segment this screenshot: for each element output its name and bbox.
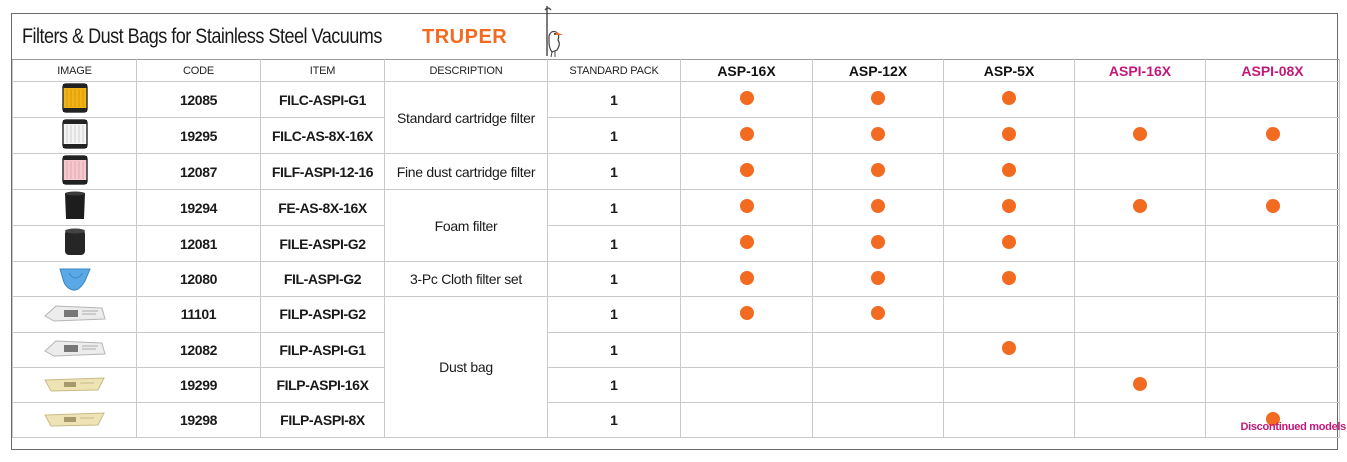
compat-cell bbox=[1206, 332, 1340, 367]
compatible-dot-icon bbox=[740, 127, 754, 141]
compat-cell bbox=[1206, 367, 1340, 402]
compat-cell bbox=[681, 190, 813, 226]
col-model-aspi-08x: ASPI-08X bbox=[1206, 60, 1340, 82]
compat-cell bbox=[1206, 190, 1340, 226]
product-item: FILP-ASPI-G2 bbox=[261, 297, 385, 332]
pelican-logo-icon bbox=[539, 4, 565, 60]
white-bag-image bbox=[42, 337, 108, 362]
product-item: FIL-ASPI-G2 bbox=[261, 262, 385, 297]
compat-cell bbox=[681, 82, 813, 118]
compat-cell bbox=[681, 154, 813, 190]
compat-cell bbox=[681, 226, 813, 262]
product-code: 19298 bbox=[137, 403, 261, 438]
product-image-cell bbox=[13, 118, 137, 154]
compat-cell bbox=[944, 190, 1075, 226]
compat-cell bbox=[1075, 82, 1206, 118]
compatible-dot-icon bbox=[740, 271, 754, 285]
catalog-panel bbox=[11, 13, 1338, 450]
black-foam-tall-image bbox=[60, 190, 90, 225]
compatible-dot-icon bbox=[871, 127, 885, 141]
header-row bbox=[13, 60, 1340, 82]
compat-cell bbox=[944, 82, 1075, 118]
discontinued-models-note: Discontinued models bbox=[1240, 421, 1346, 433]
product-code: 12082 bbox=[137, 332, 261, 367]
compatible-dot-icon bbox=[871, 306, 885, 320]
standard-pack: 1 bbox=[548, 118, 681, 154]
compat-cell bbox=[681, 297, 813, 332]
compatible-dot-icon bbox=[740, 199, 754, 213]
standard-pack: 1 bbox=[548, 367, 681, 402]
compatible-dot-icon bbox=[871, 163, 885, 177]
table-row bbox=[13, 226, 1340, 262]
product-code: 12087 bbox=[137, 154, 261, 190]
compat-cell bbox=[944, 332, 1075, 367]
beige-bag-image bbox=[42, 373, 108, 398]
compatible-dot-icon bbox=[1002, 235, 1016, 249]
col-model-asp-5x: ASP-5X bbox=[944, 60, 1075, 82]
product-code: 12080 bbox=[137, 262, 261, 297]
compatible-dot-icon bbox=[871, 235, 885, 249]
product-item: FILC-ASPI-G1 bbox=[261, 82, 385, 118]
product-item: FE-AS-8X-16X bbox=[261, 190, 385, 226]
col-image-header: IMAGE bbox=[13, 60, 137, 82]
standard-pack: 1 bbox=[548, 190, 681, 226]
compat-cell bbox=[1075, 118, 1206, 154]
standard-pack: 1 bbox=[548, 154, 681, 190]
compat-cell bbox=[813, 190, 944, 226]
compat-cell bbox=[944, 297, 1075, 332]
product-image-cell bbox=[13, 82, 137, 118]
compat-cell bbox=[944, 118, 1075, 154]
compatible-dot-icon bbox=[1002, 271, 1016, 285]
product-image-cell bbox=[13, 154, 137, 190]
black-foam-short-image bbox=[60, 226, 90, 261]
product-code: 19299 bbox=[137, 367, 261, 402]
table-row bbox=[13, 403, 1340, 438]
compat-cell bbox=[1206, 154, 1340, 190]
product-image-cell bbox=[13, 190, 137, 226]
product-item: FILC-AS-8X-16X bbox=[261, 118, 385, 154]
product-description: Fine dust cartridge filter bbox=[385, 154, 548, 190]
col-code-header: CODE bbox=[137, 60, 261, 82]
compat-cell bbox=[1075, 332, 1206, 367]
pink-cartridge-image bbox=[60, 154, 90, 189]
compatible-dot-icon bbox=[740, 91, 754, 105]
compat-cell bbox=[1075, 154, 1206, 190]
compatible-dot-icon bbox=[1266, 199, 1280, 213]
compatible-dot-icon bbox=[740, 235, 754, 249]
product-image-cell bbox=[13, 262, 137, 297]
col-pack-header: STANDARD PACK bbox=[548, 60, 681, 82]
compat-cell bbox=[813, 226, 944, 262]
compat-cell bbox=[681, 403, 813, 438]
compatible-dot-icon bbox=[871, 199, 885, 213]
standard-pack: 1 bbox=[548, 332, 681, 367]
beige-bag-image bbox=[42, 408, 108, 433]
standard-pack: 1 bbox=[548, 297, 681, 332]
product-description: Foam filter bbox=[385, 190, 548, 262]
product-code: 12085 bbox=[137, 82, 261, 118]
compatible-dot-icon bbox=[1133, 199, 1147, 213]
blue-cloth-image bbox=[57, 263, 93, 296]
compatible-dot-icon bbox=[1002, 127, 1016, 141]
standard-pack: 1 bbox=[548, 403, 681, 438]
compatible-dot-icon bbox=[740, 306, 754, 320]
col-description-header: DESCRIPTION bbox=[385, 60, 548, 82]
compatibility-table bbox=[12, 59, 1340, 438]
product-code: 11101 bbox=[137, 297, 261, 332]
table-row bbox=[13, 190, 1340, 226]
product-code: 19294 bbox=[137, 190, 261, 226]
compatible-dot-icon bbox=[1002, 341, 1016, 355]
compatible-dot-icon bbox=[1133, 127, 1147, 141]
product-description: Dust bag bbox=[385, 297, 548, 438]
compat-cell bbox=[1075, 403, 1206, 438]
compat-cell bbox=[944, 403, 1075, 438]
table-row bbox=[13, 154, 1340, 190]
yellow-cartridge-image bbox=[60, 82, 90, 117]
table-row bbox=[13, 118, 1340, 154]
product-image-cell bbox=[13, 226, 137, 262]
compatible-dot-icon bbox=[1002, 199, 1016, 213]
table-row bbox=[13, 367, 1340, 402]
product-image-cell bbox=[13, 367, 137, 402]
compat-cell bbox=[1075, 297, 1206, 332]
product-item: FILE-ASPI-G2 bbox=[261, 226, 385, 262]
compat-cell bbox=[681, 332, 813, 367]
compat-cell bbox=[1075, 262, 1206, 297]
product-item: FILP-ASPI-16X bbox=[261, 367, 385, 402]
white-cartridge-image bbox=[60, 118, 90, 153]
table-row bbox=[13, 297, 1340, 332]
product-description: Standard cartridge filter bbox=[385, 82, 548, 154]
compat-cell bbox=[813, 367, 944, 402]
col-item-header: ITEM bbox=[261, 60, 385, 82]
compat-cell bbox=[1206, 262, 1340, 297]
col-model-asp-16x: ASP-16X bbox=[681, 60, 813, 82]
product-image-cell bbox=[13, 403, 137, 438]
compat-cell bbox=[813, 154, 944, 190]
table-row bbox=[13, 262, 1340, 297]
product-code: 12081 bbox=[137, 226, 261, 262]
compat-cell bbox=[681, 262, 813, 297]
compat-cell bbox=[681, 118, 813, 154]
table-row bbox=[13, 82, 1340, 118]
title-bar bbox=[12, 14, 1337, 59]
compat-cell bbox=[813, 262, 944, 297]
product-item: FILP-ASPI-8X bbox=[261, 403, 385, 438]
compat-cell bbox=[1075, 190, 1206, 226]
compat-cell bbox=[944, 154, 1075, 190]
compat-cell bbox=[1206, 118, 1340, 154]
compat-cell bbox=[681, 367, 813, 402]
white-bag-image bbox=[42, 302, 108, 327]
compat-cell bbox=[813, 297, 944, 332]
product-code: 19295 bbox=[137, 118, 261, 154]
compatible-dot-icon bbox=[1002, 91, 1016, 105]
compatible-dot-icon bbox=[1002, 163, 1016, 177]
product-image-cell bbox=[13, 332, 137, 367]
standard-pack: 1 bbox=[548, 226, 681, 262]
compat-cell bbox=[813, 118, 944, 154]
compat-cell bbox=[813, 82, 944, 118]
compatible-dot-icon bbox=[871, 91, 885, 105]
compat-cell bbox=[813, 332, 944, 367]
col-model-asp-12x: ASP-12X bbox=[813, 60, 944, 82]
brand-name: TRUPER bbox=[422, 26, 508, 48]
compat-cell bbox=[1206, 82, 1340, 118]
compat-cell bbox=[1075, 367, 1206, 402]
product-item: FILP-ASPI-G1 bbox=[261, 332, 385, 367]
compatible-dot-icon bbox=[740, 163, 754, 177]
compat-cell bbox=[944, 226, 1075, 262]
col-model-aspi-16x: ASPI-16X bbox=[1075, 60, 1206, 82]
product-image-cell bbox=[13, 297, 137, 332]
compatible-dot-icon bbox=[1133, 377, 1147, 391]
product-description: 3-Pc Cloth filter set bbox=[385, 262, 548, 297]
compat-cell bbox=[813, 403, 944, 438]
product-item: FILF-ASPI-12-16 bbox=[261, 154, 385, 190]
compat-cell bbox=[944, 367, 1075, 402]
standard-pack: 1 bbox=[548, 82, 681, 118]
compat-cell bbox=[944, 262, 1075, 297]
compat-cell bbox=[1206, 226, 1340, 262]
standard-pack: 1 bbox=[548, 262, 681, 297]
compatible-dot-icon bbox=[1266, 127, 1280, 141]
compat-cell bbox=[1206, 297, 1340, 332]
compatible-dot-icon bbox=[871, 271, 885, 285]
compat-cell bbox=[1075, 226, 1206, 262]
table-row bbox=[13, 332, 1340, 367]
page-title: Filters & Dust Bags for Stainless Steel Vacuums bbox=[22, 24, 382, 48]
